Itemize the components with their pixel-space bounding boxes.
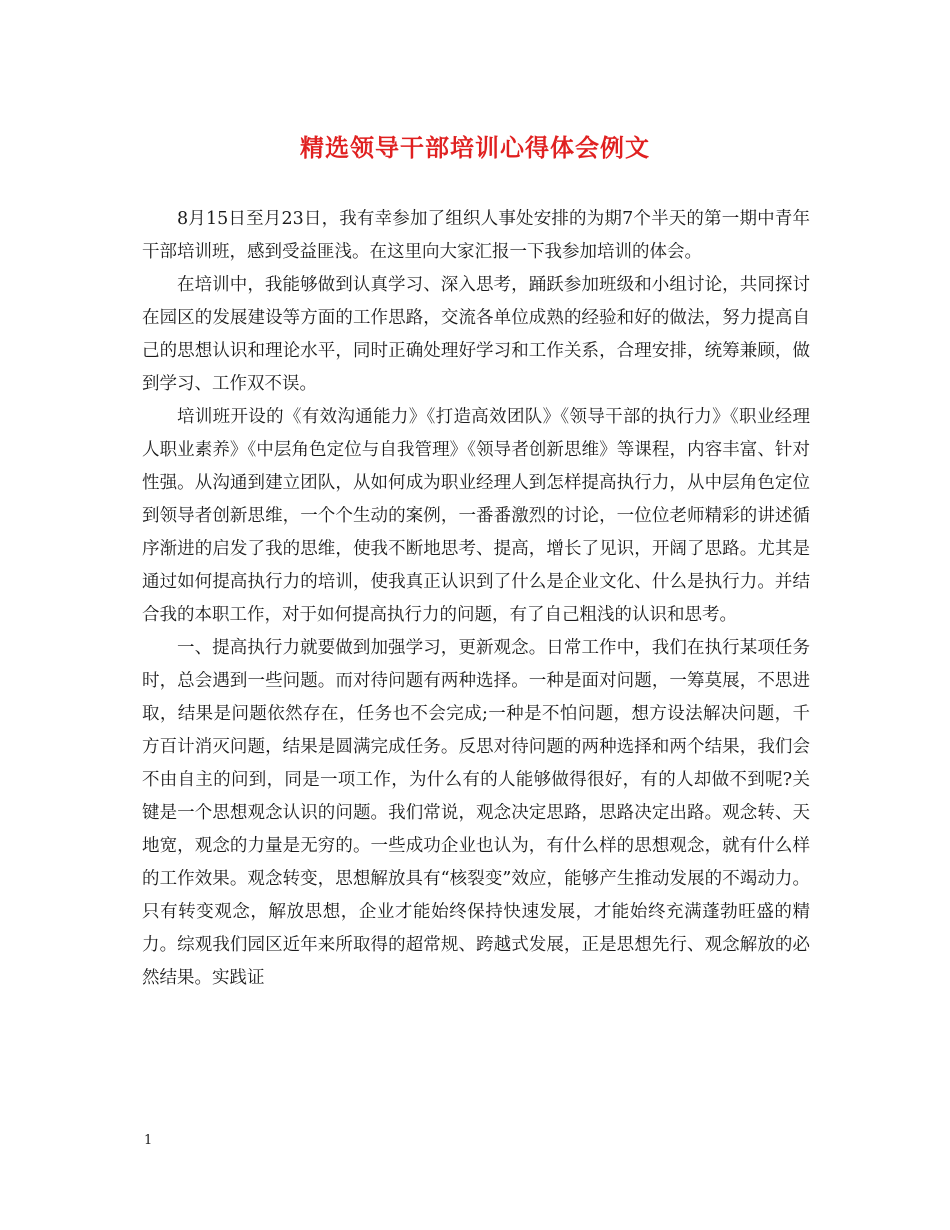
page-number: 1 — [144, 1133, 153, 1148]
paragraph-4: 一、提高执行力就要做到加强学习，更新观念。日常工作中，我们在执行某项任务时，总会遇到一些问题。而对待问题有两种选择。一种是面对问题，一筹莫展，不思进取，结果是问题依然存在，任务也不会完成;一种是不怕问题，想方设法解决问题，千方百计消灭问题，结果是圆满完成任务。反思对待问题的两种选择和两个结果，我们会不由自主的问到，同是一项工作，为什么有的人能够做得很好，有的人却做不到呢?关键是一个思想观念认识的问题。我们常说，观念决定思路，思路决定出路。观念转、天地宽，观念的力量是无穷的。一些成功企业也认为，有什么样的思想观念，就有什么样的工作效果。观念转变，思想解放具有“核裂变”效应，能够产生推动发展的不竭动力。只有转变观念，解放思想，企业才能始终保持快速发展，才能始终充满蓬勃旺盛的精力。综观我们园区近年来所取得的超常规、跨越式发展，正是思想先行、观念解放的必然结果。实践证 — [142, 638, 810, 988]
paragraph-2: 在培训中，我能够做到认真学习、深入思考，踊跃参加班级和小组讨论，共同探讨在园区的发展建设等方面的工作思路，交流各单位成熟的经验和好的做法，努力提高自己的思想认识和理论水平，同时正确处理好学习和工作关系，合理安排，统筹兼顾，做到学习、工作双不误。 — [142, 275, 810, 394]
document-body — [142, 203, 810, 995]
document-title: 精选领导干部培训心得体会例文 — [300, 133, 650, 162]
paragraph-3: 培训班开设的《有效沟通能力》《打造高效团队》《领导干部的执行力》《职业经理人职业素养》《中层角色定位与自我管理》《领导者创新思维》等课程，内容丰富、针对性强。从沟通到建立团队，从如何成为职业经理人到怎样提高执行力，从中层角色定位到领导者创新思维，一个个生动的案例，一番番激烈的讨论，一位位老师精彩的讲述循序渐进的启发了我的思维，使我不断地思考、提高，增长了见识，开阔了思路。尤其是通过如何提高执行力的培训，使我真正认识到了什么是企业文化、什么是执行力。并结合我的本职工作，对于如何提高执行力的问题，有了自己粗浅的认识和思考。 — [142, 407, 810, 625]
paragraph-1: 8月15日至月23日，我有幸参加了组织人事处安排的为期7个半天的第一期中青年干部培训班，感到受益匪浅。在这里向大家汇报一下我参加培训的体会。 — [142, 209, 810, 262]
